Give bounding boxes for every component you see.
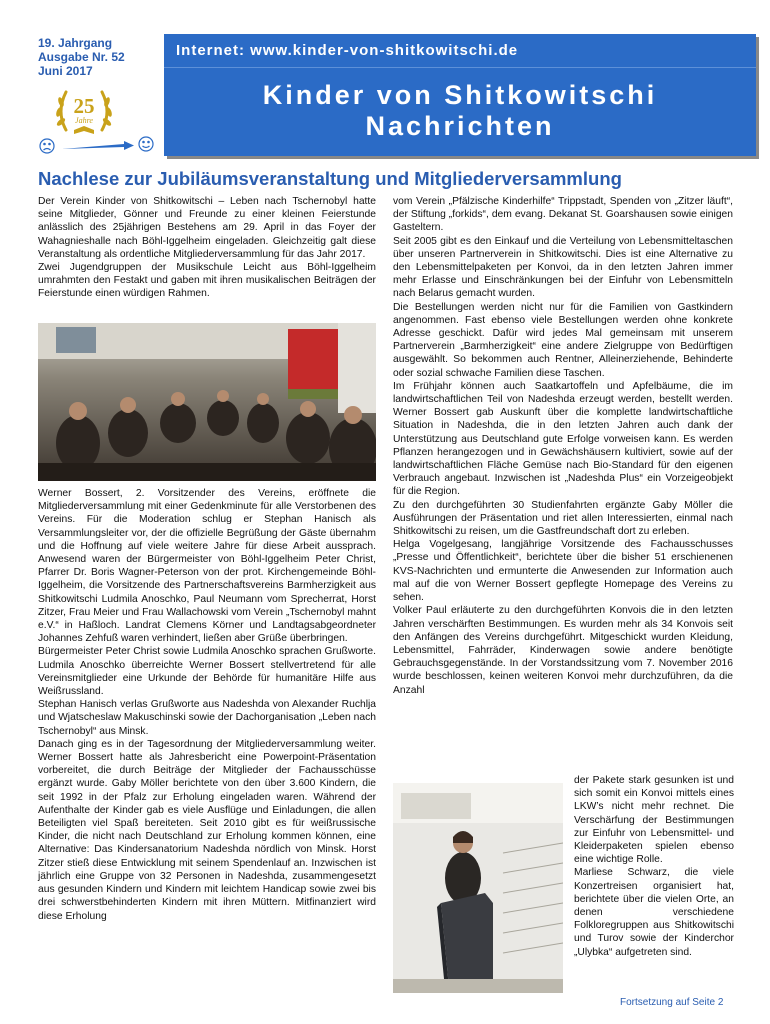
paragraph: Zwei Jugendgruppen der Musikschule Leicht aus Böhl-Iggelheim umrahmten den Festakt und gaben mit ihren musikalischen Beiträgen der Feierstunde einen würdigen Rahmen. [38,262,376,300]
column-1-bottom [38,487,376,923]
paragraph: Seit 2005 gibt es den Einkauf und die Verteilung von Lebensmitteltaschen über unseren Partnerverein in Shitkowitschi. Dies ist eine Alternative zu den Lebensmittelpaketen per Konvoi, da in den letzten Jahren immer mehr Erlasse und Einschränkungen bei der Einfuhr von Lebensmitteln nach Belarus gemacht wurden. [393,235,733,300]
paragraph: Zu den durchgeführten 30 Studienfahrten ergänzte Gaby Möller die Ausführungen der Präsentation und riet allen Interessierten, einmal nach Shitkowitschi zu reisen, um die Gastfreundschaft dort zu erleben. [393,499,733,538]
issue-date: Juni 2017 [38,64,93,78]
paragraph: Die Bestellungen werden nicht nur für die Familien von Gastkindern angenommen. Fast ebenso viele Bestellungen werden ohne konkrete Adresse geschickt. Dafür wird jedes Mal gemeinsam mit unserem Partnerverein „Barmherzigkeit“ eine andere Zielgruppe von Bedürftigen ausgewählt. So bekommen auch Rentner, Alleinerziehende, Behinderte oder sozial schwache Familien diese Taschen. [393,301,733,379]
title-line-2: Nachrichten [365,111,555,141]
masthead-banner [164,34,756,156]
paragraph: Der Verein Kinder von Shitkowitschi – Leben nach Tschernobyl hatte seine Mitglieder, Gönner und Freunde zu einer kleinen Feierstunde anlässlich des 25jährigen Bestehens am 29. April in das Foyer der Wahagnieshalle nach Böhl-Iggelheim eingeladen. Gleichzeitig galt diese Veranstaltung als ordentliche Mitgliederversammlung für das Jahr 2017. [38,196,376,260]
paragraph: Stephan Hanisch verlas Grußworte aus Nadeshda von Alexander Ruchlja und Wjatscheslaw Makuschinski sowie der Dachorganisation „Leben nach Tschernobyl“ aus Minsk. [38,699,376,737]
arrow-icon [62,141,134,150]
speaker-photo [393,783,563,993]
issue-info [38,36,158,78]
sad-face-icon [40,139,54,153]
continuation-note: Fortsetzung auf Seite 2 [620,997,724,1008]
paragraph: Helga Vogelgesang, langjährige Vorsitzende des Fachausschusses „Presse und Öffentlichkeit“, berichtete über die bisher 51 erschienenen KVS-Nachrichten und ermunterte die Anwesenden zur Information auch mal auf die von Werner Bossert gepflegte Homepage des Vereins zu sehen. [393,539,733,604]
masthead-title [164,80,756,142]
article-headline: Nachlese zur Jubiläumsveranstaltung und Mitgliederversammlung [38,168,622,189]
paragraph: Werner Bossert, 2. Vorsitzender des Vereins, eröffnete die Mitgliederversammlung mit einer Gedenkminute für alle Verstorbenen des Vereins. Für die Moderation schlug er Stephan Hanisch als Versammlungsleiter vor, der die offizielle Begrüßung der Gäste übernahm und die Hoffnung auf viele weitere Jahre für diese Arbeit aussprach. Anwesend waren der Bürgermeister von Böhl-Iggelheim Peter Christ, Pfarrer Dr. Boris Wagner-Peterson von der prot. Kirchengemeinde Böhl-Iggelheim, die Vorsitzende des Partnerschaftsvereins Barmherzigkeit aus Shitkowitschi Ludmila Anoschko, Paul Neumann vom Sprecherrat, Horst Zitzer, Frau Meier und Frau Wallachowski vom Verein „Tschernobyl mahnt e.V.“ in Haßloch. Landrat Clemens Körner und Landtagsabgeordneter Johannes Zehfuß waren verhindert, ließen aber Grüße überbringen. [38,488,376,645]
paragraph: Bürgermeister Peter Christ sowie Ludmila Anoschko sprachen Grußworte. Ludmila Anoschko überreichte Werner Bossert stellvertretend für alle Vereinsmitglieder eine Urkunde der Behörde für humanitäre Hilfe aus Weißrussland. [38,646,376,698]
paragraph: vom Verein „Pfälzische Kinderhilfe“ Trippstadt, Spenden von „Zitzer läuft“, der Stiftung „forkids“, dem evang. Dekanat St. Goarshausen sowie einigen Gasteltern. [393,196,733,234]
column-2-bottom [574,774,734,959]
badge-number: 25 [73,94,95,118]
sad-to-happy-arrow [38,136,156,156]
website-link[interactable]: Internet: www.kinder-von-shitkowitschi.de [176,42,519,59]
banner-divider [164,67,756,68]
column-2-top [393,195,733,697]
happy-face-icon [139,137,153,151]
paragraph: Volker Paul erläuterte zu den durchgeführten Konvois die in den letzten Jahren verschärften Bestimmungen. Es wurden mehr als 34 Konvois seit den Anfängen des Vereins durchgeführt. Mitgeschickt wurden Kleidung, Lebensmittel, Fahrräder, Kinderwagen sowie andere benötigte Gebrauchsgegenstände. In der Vorstandssitzung vom 7. November 2016 wurde beschlossen, keinen weiteren Konvoi mehr durchzuführen, da die Anzahl [393,605,733,696]
badge-word: Jahre [75,116,93,125]
audience-photo [38,323,376,481]
issue-number: Ausgabe Nr. 52 [38,50,125,64]
volume-label: 19. Jahrgang [38,36,113,50]
paragraph: Marliese Schwarz, die viele Konzertreisen organisiert hat, berichtete über die vielen Orte, an denen verschiedene Folkloregruppen aus Shitkowitschi und Turov sowie der Kinderchor „Ulybka“ aufgetreten sind. [574,867,734,958]
paragraph: der Pakete stark gesunken ist und sich somit ein Konvoi mittels eines LKW’s nicht mehr rechnet. Die Verschärfung der Bestimmungen zur Einfuhr von Lebensmittel- und Kleiderpaketen spielen ebenso eine wichtige Rolle. [574,775,734,866]
paragraph: Im Frühjahr können auch Saatkartoffeln und Apfelbäume, die im landwirtschaftlichen Teil von Nadeshda erzeugt werden, bestellt werden. Werner Bossert gab Auskunft über die komplette landwirtschaftliche Situation in Nadeshda, die in den letzten Jahren auch dank der Unterstützung aus Deutschland gute Erfolge vorweisen kann. Es werden Pflanzen herangezogen und in Gewächshäusern kultiviert, sowie auf der landwirtschaftlichen Fläche Gemüse nach Bio-Standard für den eigenen Verbrauch angebaut. Inzwischen ist „Nadeshda Plus“ ein Vorzeigeobjekt für die Region. [393,380,733,498]
anniversary-laurel-badge [52,82,116,138]
title-line-1: Kinder von Shitkowitschi [262,80,658,110]
paragraph: Danach ging es in der Tagesordnung der Mitgliederversammlung weiter. Werner Bossert hatte als Jahresbericht eine Powerpoint-Präsentation vorbereitet, die durch Beiträge der Mitglieder der Fachausschüsse ergänzt wurde. Gaby Möller berichtete von den über 3.600 Kindern, die seit 1992 in der Pfalz zur Erholung eingeladen waren. Während der Aufenthalte der Kinder gab es viele Ausflüge und Einladungen, die allen Beteiligten viel Spaß bereiteten. Seit 2010 gibt es für weißrussische Kinder, die nicht nach Deutschland zur Erholung kommen können, eine Alternative: Das Kindersanatorium Nadeshda nördlich von Minsk. Horst Zitzer stieß diese Entwicklung mit seinem Spendenlauf an. Inzwischen ist jährlich eine Gruppe von 32 Personen in Nadeshda, zusammengesetzt aus gesunden Kindern und Kindern mit leichtem Handicap sowie zwei bis drei schwerstbehinderten Kindern mit ihren Müttern. Mitfinanziert wird diese Erholung [38,738,376,922]
column-1-top [38,195,376,301]
